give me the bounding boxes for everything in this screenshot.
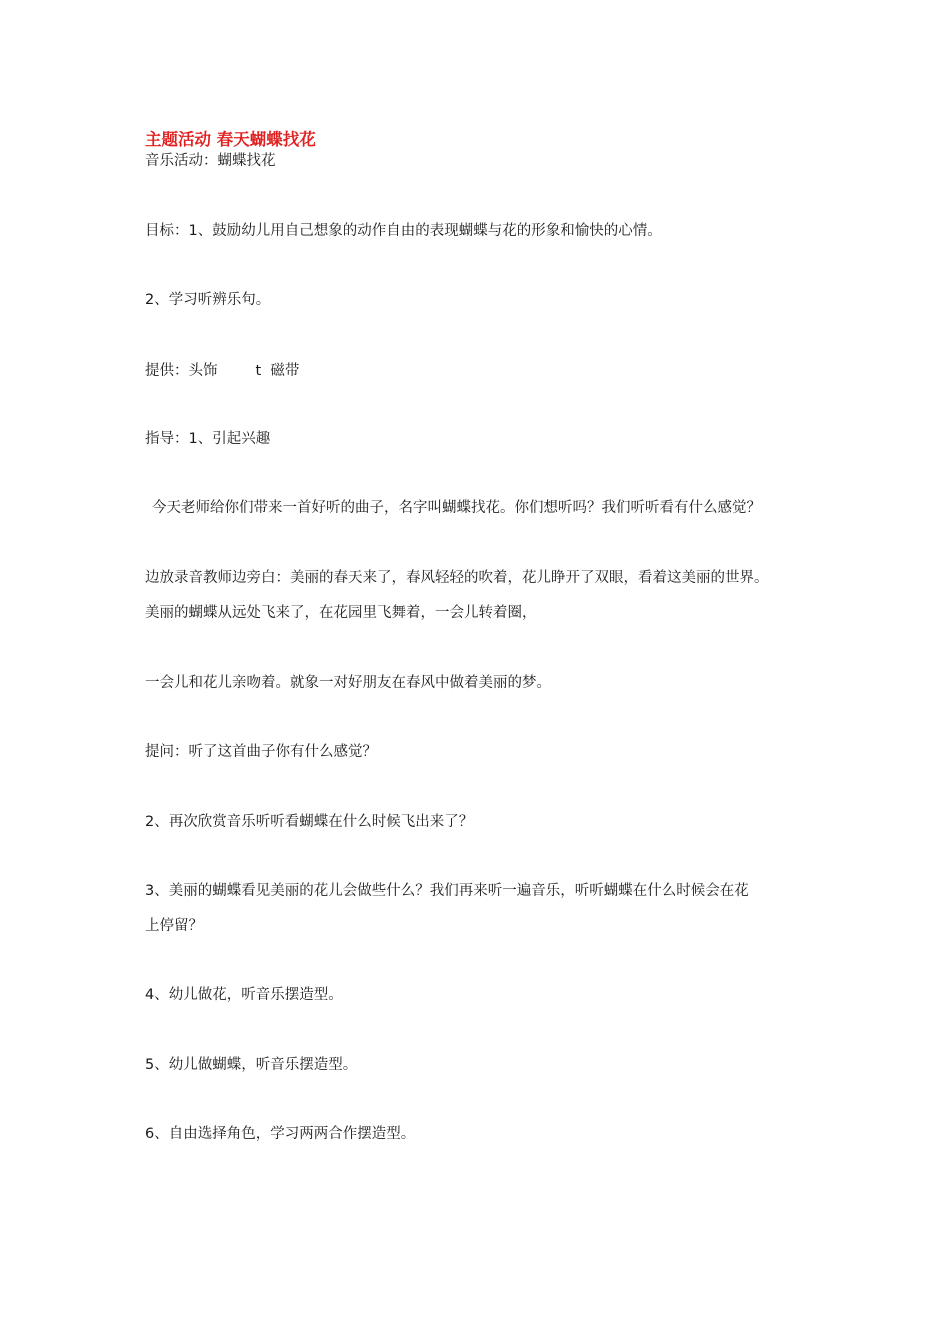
document-title: 主题活动 春天蝴蝶找花 [145, 130, 316, 149]
guide-1: 指导：1、引起兴趣 [145, 431, 271, 447]
question: 提问：听了这首曲子你有什么感觉？ [145, 744, 377, 760]
intro-paragraph: 今天老师给你们带来一首好听的曲子，名字叫蝴蝶找花。你们想听吗？我们听听看有什么感觉？ [152, 500, 761, 516]
provide-item: 磁带 [270, 363, 300, 379]
narration-line-3: 一会儿和花儿亲吻着。就象一对好朋友在春风中做着美丽的梦。 [145, 675, 551, 691]
step-5: 5、幼儿做蝴蝶，听音乐摆造型。 [145, 1057, 358, 1073]
step-2: 2、再次欣赏音乐听听看蝴蝶在什么时候飞出来了？ [145, 814, 474, 830]
step-3-line-1: 3、美丽的蝴蝶看见美丽的花儿会做些什么？我们再来听一遍音乐，听听蝴蝶在什么时候会在花 [145, 883, 749, 899]
step-3-line-2: 上停留？ [145, 918, 203, 934]
goal-1: 目标：1、鼓励幼儿用自己想象的动作自由的表现蝴蝶与花的形象和愉快的心情。 [145, 223, 662, 239]
step-4: 4、幼儿做花，听音乐摆造型。 [145, 987, 343, 1003]
narration-line-2: 美丽的蝴蝶从远处飞来了，在花园里飞舞着，一会儿转着圈， [145, 605, 537, 621]
goal-2: 2、学习听辨乐句。 [145, 292, 271, 308]
provide-t: t [255, 363, 262, 379]
provide-line [145, 361, 299, 381]
subtitle: 音乐活动：蝴蝶找花 [145, 153, 276, 169]
narration-line-1: 边放录音教师边旁白：美丽的春天来了，春风轻轻的吹着，花儿睁开了双眼，看着这美丽的世界。 [145, 570, 769, 586]
step-6: 6、自由选择角色，学习两两合作摆造型。 [145, 1126, 416, 1142]
provide-label: 提供：头饰 [145, 363, 218, 379]
